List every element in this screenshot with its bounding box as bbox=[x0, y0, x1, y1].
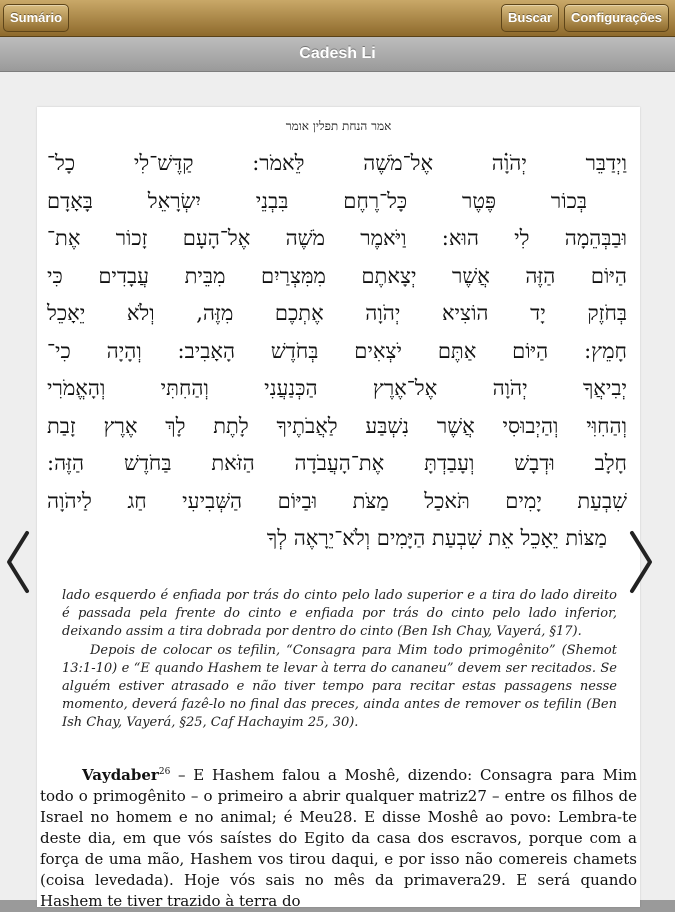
search-button[interactable]: Buscar bbox=[501, 4, 559, 32]
hebrew-line: וְהַחִוִּי וְהַיְבוּסִי אֲשֶׁר נִשְׁבַּע לַאֲבֹתֶיךָ לָתֶת לָךְ אֶרֶץ זָבַת bbox=[47, 413, 627, 438]
translation-body: – E Hashem falou a Moshê, dizendo: Consagra para Mim todo o primogênito – o primeiro a abrir qualquer matriz27 – entre os filhos de Israel no homem e no animal; é Meu28. E disse Moshê ao povo: Lembra-te deste dia, em que vós saístes do Egito da casa dos escravos, porque com a força de uma mão, Hashem vos tirou daqui, e por isso não comereis chamets (coisa levedada). Hoje vós sais no mês da primavera29. E será quando Hashem te tiver trazido à terra do bbox=[40, 766, 637, 910]
verse-start-word: Vaydaber bbox=[82, 766, 159, 784]
hebrew-line: וַיְדַבֵּר יְהֹוָ֗ה אֶל־מֹשֶׁה לֵּאמֹר: קַדֶּשׁ־לִי כָל־ bbox=[47, 151, 627, 175]
footnote-marker[interactable]: 26 bbox=[158, 767, 171, 777]
translation-text bbox=[40, 765, 637, 912]
hebrew-line: וּבַבְּהֵמָה לִי הוּא: וַיֹּאמֶר מֹשֶׁה אֶל־הָעָם זָכוֹר אֶת־ bbox=[47, 226, 627, 250]
next-page-arrow[interactable] bbox=[626, 527, 656, 597]
commentary-note bbox=[62, 587, 617, 733]
hebrew-line: יְבִיאֲךָ יְהֹוָה אֶל־אֶרֶץ הַכְּנַעֲנִי וְהַחִתִּי וְהָאֱמֹרִי bbox=[47, 376, 627, 400]
hebrew-line: שִׁבְעַת יָמִים תֹּאכַל מַצֹּת וּבַיּוֹם הַשְּׁבִיעִי חַג לַיהֹוָה bbox=[47, 488, 627, 513]
previous-page-arrow[interactable] bbox=[3, 527, 33, 597]
note-paragraph: lado esquerdo é enfiada por trás do cinto pelo lado superior e a tira do lado direito é passada pela frente do cinto e enfiada por trás do cinto pelo lado inferior, deixando assim a tira dobrada por dentro do cinto (Ben Ish Chay, Vayerá, §17). bbox=[62, 588, 617, 640]
hebrew-heading: אמר הנחת תפלין אומר bbox=[285, 119, 392, 133]
note-paragraph: Depois de colocar os tefilin, “Consagra para Mim todo primogênito” (Shemot 13:1-10) e “E quando Hashem te levar à terra do cananeu” devem ser recitados. Se alguém estiver atrasado e não tiver tempo para recitar estas passagens nesse momento, deverá fazê-lo no final das preces, ainda antes de remover os tefilin (Ben Ish Chay, Vayerá, §25, Caf Hachayim 25, 30). bbox=[62, 642, 617, 731]
settings-button[interactable]: Configurações bbox=[564, 4, 669, 32]
hebrew-line: בְּחֹזֶק יָד הוֹצִיא יְהֹוָה אֶתְכֶם מִזֶּה, וְלֹא יֵאָכֵל bbox=[47, 301, 627, 325]
chevron-right-icon bbox=[626, 527, 656, 597]
hebrew-line: מַצּוֹת יֵאָכֵל אֵת שִׁבְעַת הַיָּמִים וְלֹא־יֵרָאֶה לְךָ bbox=[266, 526, 607, 550]
hebrew-line: הַיּוֹם הַזֶּה אֲשֶׁר יְצָאתֶם מִמִּצְרַיִם מִבֵּית עֲבָדִים כִּי bbox=[47, 263, 627, 288]
page-title: Cadesh Li bbox=[0, 37, 675, 72]
summary-button[interactable]: Sumário bbox=[3, 4, 69, 32]
hebrew-line: חָמֵץ: הַיּוֹם אַתֶּם יֹצְאִים בְּחֹדֶשׁ הָאָבִיב: וְהָיָה כִי־ bbox=[47, 338, 627, 363]
top-toolbar bbox=[0, 0, 675, 37]
hebrew-line: בְּכוֹר פֶּטֶר כָּל־רֶחֶם בִּבְנֵי יִשְׂרָאֵל בָּאָדָם bbox=[47, 188, 587, 213]
reader-content[interactable] bbox=[0, 72, 675, 910]
chevron-left-icon bbox=[3, 527, 33, 597]
hebrew-line: חָלָב וּדְבָשׁ וְעָבַדְתָּ אֶת־הָעֲבֹדָה הַזֹּאת בַּחֹדֶשׁ הַזֶּה: bbox=[47, 451, 627, 475]
hebrew-text-block bbox=[47, 145, 627, 558]
book-page bbox=[37, 107, 640, 910]
